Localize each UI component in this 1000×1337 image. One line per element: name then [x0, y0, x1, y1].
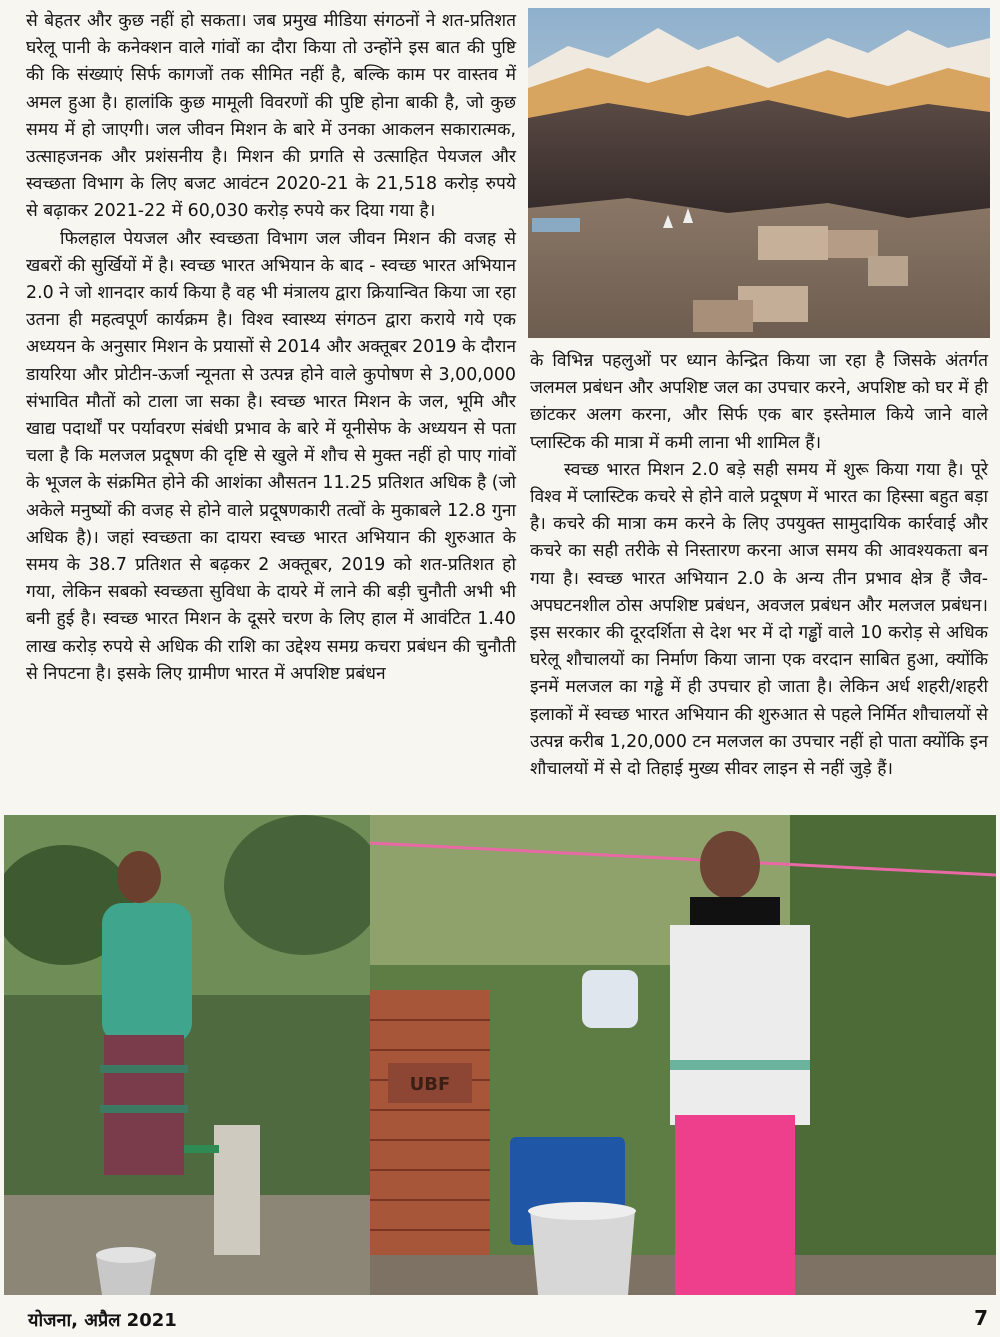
page-footer — [0, 1300, 1000, 1337]
right-text-column — [530, 348, 988, 783]
paragraph: से बेहतर और कुछ नहीं हो सकता। जब प्रमुख मीडिया संगठनों ने शत-प्रतिशत घरेलू पानी के कनेक्शन वाले गांवों का दौरा किया तो उन्होंने इस बात की पुष्टि की कि संख्याएं सिर्फ कागजों तक सीमित नहीं है, बल्कि काम पर वास्तव में अमल हुआ है। हालांकि कुछ मामूली विवरणों की पुष्टि होना बाकी है, जो कुछ समय में हो जाएगी। जल जीवन मिशन के बारे में उनका आकलन सकारात्मक, उत्साहजनक और प्रशंसनीय है। मिशन की प्रगति से उत्साहित पेयजल और स्वच्छता विभाग के लिए बजट आवंटन 2020-21 के 21,518 करोड़ रुपये से बढ़ाकर 2021-22 में 60,030 करोड़ रुपये कर दिया गया है। — [26, 11, 516, 222]
paragraph: स्वच्छ भारत मिशन 2.0 बड़े सही समय में शुरू किया गया है। पूरे विश्व में प्लास्टिक कचरे से होने वाले प्रदूषण में भारत का हिस्सा बहुत बड़ा है। कचरे की मात्रा कम करने के लिए उपयुक्त सामुदायिक कार्रवाई और कचरे का सही तरीके से निस्तारण करना आज समय की आवश्यकता बन गया है। स्वच्छ भारत अभियान 2.0 के अन्य तीन प्रभाव क्षेत्र हैं जैव-अपघटनशील ठोस अपशिष्ट प्रबंधन, अवजल प्रबंधन और मलजल प्रबंधन। इस सरकार की दूरदर्शिता से देश भर में दो गड्ढों वाले 10 करोड़ से अधिक घरेलू शौचालयों का निर्माण किया जाना एक वरदान साबित हुआ, क्योंकि इनमें मलजल का गड्ढे में ही उपचार हो जाता है। लेकिन अर्ध शहरी/शहरी इलाकों में स्वच्छ भारत अभियान की शुरुआत से पहले निर्मित शौचालयों से उत्पन्न करीब 1,20,000 टन मलजल का उपचार नहीं हो पाता क्योंकि इन शौचालयों में से दो तिहाई मुख्य सीवर लाइन से नहीं जुड़े हैं। — [530, 459, 988, 780]
woman-with-bucket-photo — [370, 815, 996, 1295]
mountain-village-photo — [528, 8, 990, 338]
paragraph: फिलहाल पेयजल और स्वच्छता विभाग जल जीवन मिशन की वजह से खबरों की सुर्खियों में है। स्वच्छ भारत अभियान के बाद - स्वच्छ भारत अभियान 2.0 ने जो शानदार कार्य किया है वह भी मंत्रालय द्वारा क्रियान्वित किया जा रहा उतना ही महत्वपूर्ण कार्यक्रम है। विश्व स्वास्थ्य संगठन द्वारा कराये गये एक अध्ययन के अनुसार मिशन के प्रयासों से 2014 और अक्तूबर 2019 के दौरान डायरिया और प्रोटीन-ऊर्जा न्यूनता से उत्पन्न होने वाले कुपोषण से 3,00,000 संभावित मौतों को टाला जा सका है। स्वच्छ भारत मिशन के जल, भूमि और खाद्य पदार्थों पर पर्यावरण संबंधी प्रभाव के बारे में यूनीसेफ के अध्ययन से पता चला है कि मलजल प्रदूषण की दृष्टि से खुले में शौच से मुक्त नहीं हो पाए गांवों के भूजल के संक्रमित होने की आशंका औसतन 11.25 प्रतिशत अधिक है (जो अकेले मनुष्यों की वजह से होने वाले प्रदूषणकारी तत्वों के मुकाबले 12.8 गुना अधिक है)। जहां स्वच्छता का दायरा स्वच्छ भारत अभियान की शुरुआत के समय के 38.7 प्रतिशत से बढ़कर 2 अक्तूबर, 2019 को शत-प्रतिशत हो गया, लेकिन सबको स्वच्छता सुविधा के दायरे में लाने की बड़ी चुनौती अभी भी बनी हुई है। स्वच्छ भारत मिशन के दूसरे चरण के लिए हाल में आवंटित 1.40 लाख करोड़ रुपये से अधिक की राशि का उद्देश्य समग्र कचरा प्रबंधन की चुनौती से निपटना है। इसके लिए ग्रामीण भारत में अपशिष्ट प्रबंधन — [26, 228, 516, 684]
left-text-column — [26, 8, 516, 688]
woman-at-water-tap-photo — [4, 815, 370, 1295]
paragraph: के विभिन्न पहलुओं पर ध्यान केन्द्रित किया जा रहा है जिसके अंतर्गत जलमल प्रबंधन और अपशिष्ट जल का उपचार करने, अपशिष्ट को घर में ही छांटकर अलग करना, और सिर्फ एक बार इस्तेमाल किये जाने वाले प्लास्टिक की मात्रा में कमी लाना भी शामिल हैं। — [530, 351, 988, 453]
page-number: 7 — [974, 1306, 988, 1330]
brick-stamp-label: UBF — [409, 1074, 451, 1095]
magazine-issue: योजना, अप्रैल 2021 — [28, 1310, 177, 1331]
